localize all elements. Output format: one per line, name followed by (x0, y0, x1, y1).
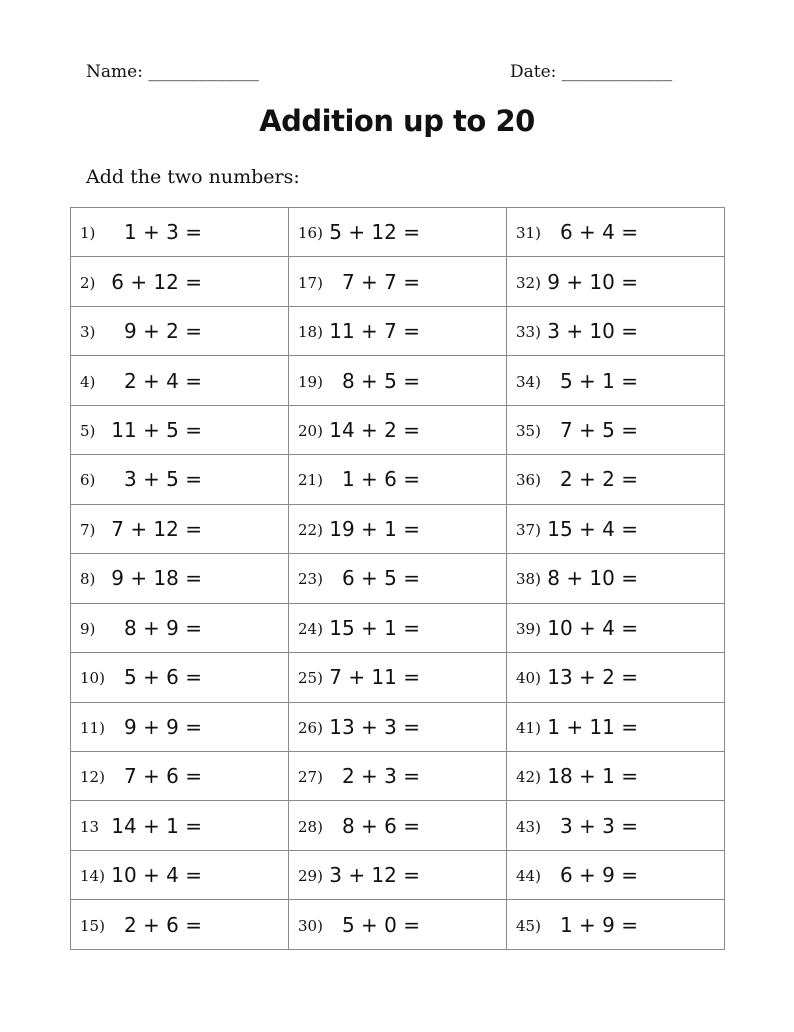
problem-expression: 11 + 7 = (329, 319, 420, 344)
instruction-text: Add the two numbers: (86, 166, 300, 188)
problem-cell (71, 306, 289, 355)
problem-cell (289, 653, 507, 702)
problem-number: 20) (298, 421, 323, 440)
problem-cell (71, 257, 289, 306)
problem-expression: 1 + 9 = (559, 912, 638, 937)
problem-number: 30) (298, 916, 323, 935)
problem-expression: 7 + 11 = (329, 665, 420, 690)
table-row (71, 455, 725, 504)
problem-number: 40) (516, 669, 541, 688)
problem-cell (289, 504, 507, 553)
problem-expression: 15 + 1 = (329, 615, 420, 640)
problem-number: 24) (298, 619, 323, 638)
problem-cell (289, 405, 507, 454)
problem-number: 23) (298, 570, 323, 589)
problem-cell (71, 455, 289, 504)
problem-cell (289, 603, 507, 652)
problem-expression: 8 + 9 = (123, 615, 202, 640)
problem-expression: 5 + 1 = (559, 368, 638, 393)
problem-expression: 3 + 5 = (123, 467, 202, 492)
problem-cell (71, 356, 289, 405)
problem-number: 12) (80, 768, 105, 787)
date-label: Date: _____________ (510, 62, 673, 82)
problem-number: 25) (298, 669, 323, 688)
problem-expression: 2 + 4 = (123, 368, 202, 393)
problem-cell (289, 306, 507, 355)
problem-number: 10) (80, 669, 105, 688)
problems-table (70, 207, 725, 950)
problem-cell (289, 455, 507, 504)
problem-cell (289, 257, 507, 306)
problem-cell (507, 405, 725, 454)
problem-expression: 18 + 1 = (547, 764, 638, 789)
problem-expression: 10 + 4 = (547, 615, 638, 640)
problem-number: 15) (80, 916, 105, 935)
problem-number: 11) (80, 718, 105, 737)
problem-expression: 13 + 2 = (547, 665, 638, 690)
problem-cell (507, 900, 725, 950)
problem-number: 41) (516, 718, 541, 737)
problem-number: 35) (516, 421, 541, 440)
table-row (71, 900, 725, 950)
problem-expression: 7 + 12 = (111, 516, 202, 541)
problem-cell (507, 850, 725, 899)
problem-expression: 1 + 3 = (123, 220, 202, 245)
table-row (71, 257, 725, 306)
problem-number: 45) (516, 916, 541, 935)
problem-expression: 3 + 12 = (329, 863, 420, 888)
problem-number: 39) (516, 619, 541, 638)
problem-cell (289, 554, 507, 603)
table-row (71, 554, 725, 603)
problem-expression: 5 + 0 = (341, 912, 420, 937)
problem-cell (289, 801, 507, 850)
problem-number: 7) (80, 520, 96, 539)
problem-expression: 8 + 5 = (341, 368, 420, 393)
table-row (71, 504, 725, 553)
problem-cell (507, 455, 725, 504)
problem-expression: 7 + 7 = (341, 269, 420, 294)
problem-number: 21) (298, 471, 323, 490)
problem-cell (71, 554, 289, 603)
problem-cell (71, 603, 289, 652)
worksheet-title: Addition up to 20 (259, 104, 535, 138)
problem-expression: 2 + 2 = (559, 467, 638, 492)
problem-expression: 14 + 1 = (111, 813, 202, 838)
problem-cell (507, 702, 725, 751)
problem-number: 13 (80, 817, 100, 836)
problem-cell (289, 208, 507, 257)
problem-cell (71, 751, 289, 800)
table-row (71, 653, 725, 702)
header-row (0, 62, 794, 88)
problem-expression: 8 + 10 = (547, 566, 638, 591)
problem-expression: 6 + 12 = (111, 269, 202, 294)
problem-expression: 9 + 9 = (123, 714, 202, 739)
problem-expression: 7 + 5 = (559, 418, 638, 443)
problem-cell (507, 751, 725, 800)
problem-number: 1) (80, 224, 96, 243)
problem-expression: 9 + 10 = (547, 269, 638, 294)
problem-number: 22) (298, 520, 323, 539)
problem-expression: 9 + 18 = (111, 566, 202, 591)
problem-number: 43) (516, 817, 541, 836)
problem-cell (507, 306, 725, 355)
problem-expression: 15 + 4 = (547, 516, 638, 541)
problem-cell (71, 504, 289, 553)
problem-number: 34) (516, 372, 541, 391)
problem-cell (71, 900, 289, 950)
table-row (71, 306, 725, 355)
problem-expression: 6 + 9 = (559, 863, 638, 888)
table-row (71, 850, 725, 899)
problem-expression: 3 + 10 = (547, 319, 638, 344)
problem-expression: 14 + 2 = (329, 418, 420, 443)
problem-expression: 6 + 4 = (559, 220, 638, 245)
problem-number: 19) (298, 372, 323, 391)
problem-cell (71, 405, 289, 454)
problem-cell (507, 356, 725, 405)
problem-number: 42) (516, 768, 541, 787)
problem-cell (71, 653, 289, 702)
problem-number: 5) (80, 421, 96, 440)
table-row (71, 702, 725, 751)
problem-cell (289, 356, 507, 405)
problem-number: 16) (298, 224, 323, 243)
problem-cell (507, 554, 725, 603)
problem-cell (289, 850, 507, 899)
problem-expression: 7 + 6 = (123, 764, 202, 789)
problem-number: 33) (516, 323, 541, 342)
problem-expression: 1 + 11 = (547, 714, 638, 739)
problem-expression: 13 + 3 = (329, 714, 420, 739)
problem-expression: 3 + 3 = (559, 813, 638, 838)
problem-cell (71, 801, 289, 850)
problem-cell (289, 702, 507, 751)
problem-expression: 10 + 4 = (111, 863, 202, 888)
problem-number: 18) (298, 323, 323, 342)
problem-expression: 5 + 6 = (123, 665, 202, 690)
problem-number: 4) (80, 372, 96, 391)
problem-number: 6) (80, 471, 96, 490)
problem-number: 36) (516, 471, 541, 490)
problem-expression: 8 + 6 = (341, 813, 420, 838)
problem-cell (71, 702, 289, 751)
problem-expression: 1 + 6 = (341, 467, 420, 492)
problem-cell (507, 653, 725, 702)
problem-number: 37) (516, 520, 541, 539)
problem-cell (507, 603, 725, 652)
problem-cell (507, 504, 725, 553)
problem-number: 28) (298, 817, 323, 836)
problem-cell (507, 208, 725, 257)
problem-number: 2) (80, 273, 96, 292)
problem-expression: 2 + 6 = (123, 912, 202, 937)
problem-expression: 19 + 1 = (329, 516, 420, 541)
problem-expression: 9 + 2 = (123, 319, 202, 344)
problem-number: 26) (298, 718, 323, 737)
table-row (71, 356, 725, 405)
table-row (71, 751, 725, 800)
problem-number: 29) (298, 867, 323, 886)
problem-number: 27) (298, 768, 323, 787)
problem-number: 38) (516, 570, 541, 589)
problem-number: 14) (80, 867, 105, 886)
problem-number: 31) (516, 224, 541, 243)
problem-number: 8) (80, 570, 96, 589)
problem-cell (507, 801, 725, 850)
problem-number: 32) (516, 273, 541, 292)
problem-cell (507, 257, 725, 306)
name-label: Name: _____________ (86, 62, 259, 82)
problem-cell (289, 751, 507, 800)
problem-number: 17) (298, 273, 323, 292)
problem-number: 3) (80, 323, 96, 342)
problem-expression: 11 + 5 = (111, 418, 202, 443)
problem-cell (71, 850, 289, 899)
problem-number: 9) (80, 619, 96, 638)
table-row (71, 801, 725, 850)
problem-cell (289, 900, 507, 950)
problem-expression: 5 + 12 = (329, 220, 420, 245)
table-row (71, 603, 725, 652)
problem-expression: 2 + 3 = (341, 764, 420, 789)
problem-expression: 6 + 5 = (341, 566, 420, 591)
table-row (71, 405, 725, 454)
problem-cell (71, 208, 289, 257)
problem-number: 44) (516, 867, 541, 886)
table-row (71, 208, 725, 257)
